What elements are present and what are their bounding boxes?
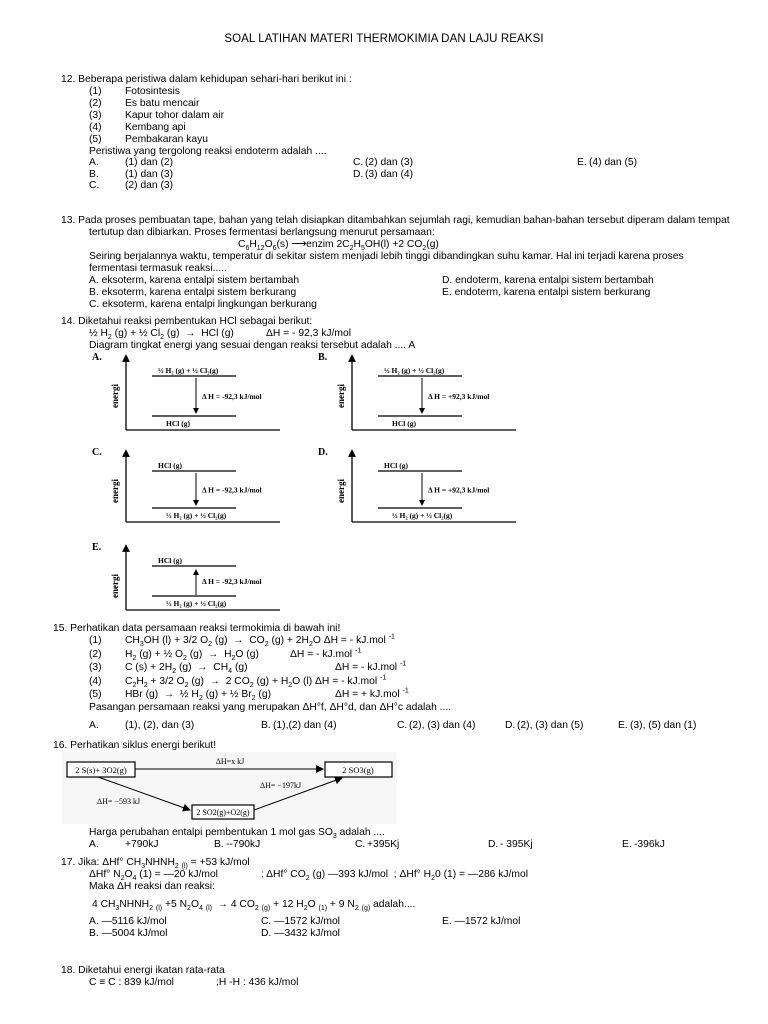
diagram-letter: D. [318,447,328,458]
axis-label: energi [110,479,120,503]
q15-option: B. (1),(2) dan (4) [261,720,337,731]
q13-option-e: E. endoterm, karena entalpi sistem berkurang [442,287,651,298]
q16-option: B. --790kJ [214,839,261,850]
diagram-letter: E. [92,542,102,553]
energy-cycle-svg [62,752,397,824]
energy-diagram-svg [88,350,298,438]
delta-h-label: Δ H = +92,3 kJ/mol [428,485,490,495]
q16-option: C. +395Kj [355,839,400,850]
q17-stem: 17. Jika: ΔHf° $CH_3NHNH_2$ $_{(l)}$ = +53 kJ/mol [61,857,250,871]
q18-line: C ≡ C : 839 kJ/mol [89,977,174,988]
q17-option-c: C. —1572 kJ/mol [261,916,340,927]
q15-stem: 15. Perhatikan data persamaan reaksi termokimia di bawah ini! [53,623,341,634]
diagram-letter: C. [92,447,102,458]
q15-question: Pasangan persamaan reaksi yang merupakan ΔH°f, ΔH°d, dan ΔH°c adalah .... [89,702,452,713]
delta-h-label: Δ H = -92,3 kJ/mol [202,392,262,401]
q13-option-b: B. eksoterm, karena entalpi sistem berkurang [89,287,297,298]
cycle-top-dh: ΔH=x kJ [215,757,245,766]
lower-level-label: ½ H₂ (g) + ½ Cl₂(g) [392,511,453,520]
q12-option: A. (1) dan (2) [89,157,174,168]
q14-reaction: ½ $H_2$ (g) + ½ $Cl_2$ (g) → HCl (g) [89,328,234,342]
q16-stem: 16. Perhatikan siklus energi berikut! [53,740,217,751]
energy-diagram-svg [88,445,298,530]
q15-item: (2) $H_2$ (g) + ½ $O_2$ $(g) \to H_2O$ (g) ΔH = - kJ.mol $^{-1}$ [89,647,362,663]
lower-level-label: HCl (g) [392,419,416,428]
q13-text: Seiring berjalannya waktu, temperatur di sekitar sistem menjadi lebih tinggi dibandingkan suhu kamar. Hal ini terjadi karena proses [89,251,684,262]
q14-dh: ΔH = - 92,3 kJ/mol [266,328,351,339]
q15-option: D. (2), (3) dan (5) [505,720,584,731]
upper-level-label: ½ H₂ (g) + ½ Cl₂(g) [384,366,445,375]
q17-line2b: ; ΔHf° $CO_2$ (g) —393 kJ/mol ; ΔHf° $H_20$ (1) = —286 kJ/mol [261,869,529,883]
q15-option: A. (1), (2), dan (3) [89,720,195,731]
q13-option-a: A. eksoterm, karena entalpi sistem bertambah [89,275,300,286]
q12-item: (4) Kembang api [89,122,186,133]
cycle-right-label: 2 SO3(g) [342,765,374,775]
energy-diagram-svg [88,540,298,618]
q12-option: E. (4) dan (5) [577,157,638,168]
q12-option: C. (2) dan (3) [89,180,174,191]
energy-diagram-e [88,540,298,618]
energy-cycle-diagram [62,752,397,824]
energy-diagram-d [314,445,534,530]
delta-h-label: Δ H = -92,3 kJ/mol [202,485,262,495]
q17-option-d: D. —3432 kJ/mol [261,928,340,939]
axis-label: energi [110,574,120,598]
diagram-letter: B. [318,352,328,363]
lower-level-label: HCl (g) [166,419,190,428]
q13-option-d: D. endoterm, karena entalpi sistem bertambah [442,275,654,286]
cycle-right-dh: ΔH= −197kJ [260,781,302,790]
upper-level-label: HCl (g) [158,556,182,565]
q18-stem: 18. Diketahui energi ikatan rata-rata [61,965,225,976]
cycle-bottom-label: 2 SO2(g)+O2(g) [196,808,250,817]
energy-diagram-svg [314,445,534,530]
q12-option: D. (3) dan (4) [353,169,414,180]
q12-item: (1) Fotosintesis [89,86,180,97]
upper-level-label: ½ H₂ (g) + ½ Cl₂(g) [158,366,219,375]
q12-item: (5) Pembakaran kayu [89,134,208,145]
cycle-left-dh: ΔH= −593 kJ [97,797,141,806]
q12-option: B. (1) dan (3) [89,169,174,180]
axis-label: energi [336,479,346,503]
upper-level-label: HCl (g) [384,461,408,470]
q12-question: Peristiwa yang tergolong reaksi endoterm adalah .... [89,146,327,157]
q13-stem-cont: tertutup dan dibiarkan. Proses fermentasi berlangsung menurut persamaan: [89,227,435,238]
q15-option: E. (3), (5) dan (1) [618,720,697,731]
q17-option-e: E. —1572 kJ/mol [442,916,521,927]
q15-item: (4) $C_2H_2 + 3/2$ $O_2$ (g) → 2 $CO_2$ $(g) + H_2O$ (l) ΔH = - kJ.mol $^{-1}$ [89,674,387,690]
q18-line-b: ;H -H : 436 kJ/mol [216,977,299,988]
q12-item: (2) Es batu mencair [89,98,200,109]
q14-question: Diagram tingkat energi yang sesuai dengan reaksi tersebut adalah .... A [89,340,416,351]
q12-item: (3) Kapur tohor dalam air [89,110,225,121]
energy-diagram-b [314,350,534,438]
delta-h-label: Δ H = +92,3 kJ/mol [428,392,490,401]
q12-option: C. (2) dan (3) [353,157,414,168]
q15-item: (3) C $(s) + 2H_2$ $(g) \to CH_4$ (g) ΔH = - kJ.mol $^{-1}$ [89,660,407,676]
q15-option: C. (2), (3) dan (4) [397,720,476,731]
energy-diagram-a [88,350,298,438]
q12-stem: 12. Beberapa peristiwa dalam kehidupan sehari-hari berikut ini : [61,74,352,85]
q16-question: Harga perubahan entalpi pembentukan 1 mol gas $SO_3$ adalah .... [89,827,385,841]
page-title: SOAL LATIHAN MATERI THERMOKIMIA DAN LAJU REAKSI [224,33,544,45]
q13-option-c: C. eksoterm, karena entalpi lingkungan berkurang [89,299,317,310]
delta-h-label: Δ H = -92,3 kJ/mol [202,577,262,586]
q17-line2a: ΔHf° $N_2O_4$ (1) = —20 kJ/mol [89,869,218,883]
lower-level-label: ½ H₂ (g) + ½ Cl₂(g) [166,511,227,520]
q17-line3: Maka ΔH reaksi dan reaksi: [89,881,215,892]
upper-level-label: HCl (g) [158,461,182,470]
diagram-letter: A. [92,352,102,363]
q17-reaction: 4 $CH_3NHNH_2$ $_{(l)}$ +5 $N_2O_4$ $_{(l)}$ → 4 $CO_2$ $_{(g)}$ + 12 $H_2O$ $_{(1)}$ + 9 $N_2$ $_{(g)}$ adalah.... [92,899,416,913]
q16-option: D. - 395Kj [488,839,533,850]
q14-stem: 14. Diketahui reaksi pembentukan HCl sebagai berikut: [61,316,313,327]
q17-option-b: B. —5004 kJ/mol [89,928,168,939]
q16-option: A. +790kJ [89,839,159,850]
axis-label: energi [336,384,346,408]
cycle-left-label: 2 S(s)+ 3O2(g) [75,765,127,775]
energy-diagram-svg [314,350,534,438]
q15-item: (1) $CH_3OH$ (l) + 3/2 $O_2$ $(g) \to CO_2$ $(g) + 2H_2O$ ΔH = - kJ.mol $^{-1}$ [89,633,395,649]
energy-diagram-c [88,445,298,530]
q13-equation: $C_6H_{12}O_6(s)$ ⟶enzim $2C_2H_5OH(l) +2$ $CO_2(g)$ [238,239,439,253]
q17-option-a: A. —5116 kJ/mol [89,916,167,927]
lower-level-label: ½ H₂ (g) + ½ Cl₂(g) [166,599,227,608]
q13-stem: 13. Pada proses pembuatan tape, bahan yang telah disiapkan ditambahkan sejumlah ragi, kemudian bahan-bahan tersebut diperam dalam tempat [61,215,730,226]
axis-label: energi [110,384,120,408]
q16-option: E. -396kJ [622,839,665,850]
q13-text: fermentasi termasuk reaksi..... [89,263,227,274]
q15-item: (5) HBr (g) → ½ $H_2$ (g) + ½ $Br_2$ (g) ΔH = + kJ.mol $^{-1}$ [89,687,409,703]
